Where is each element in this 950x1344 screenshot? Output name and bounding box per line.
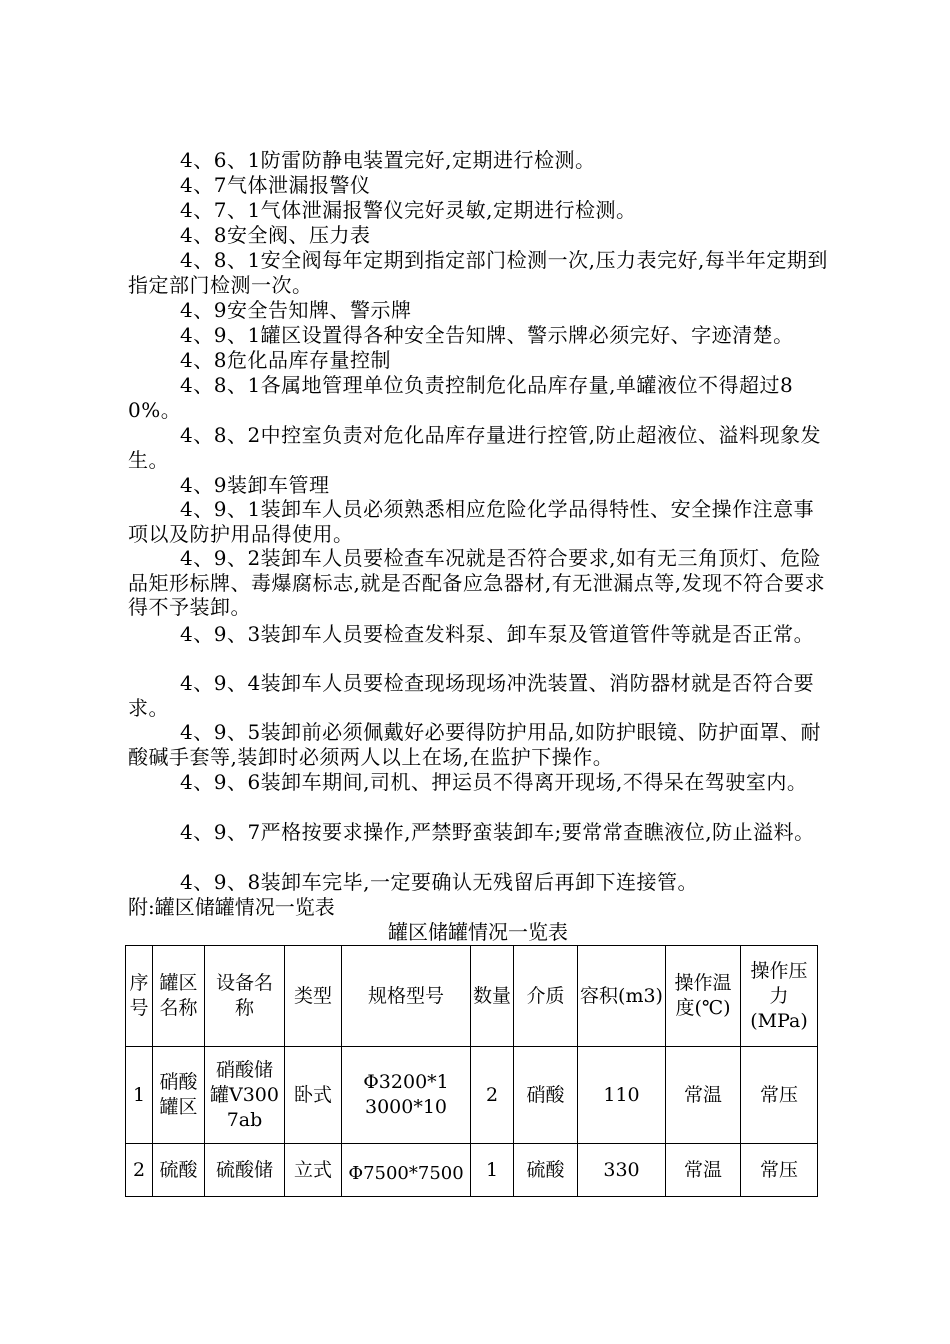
- paragraph: 4、7、1气体泄漏报警仪完好灵敏,定期进行检测。: [180, 198, 637, 222]
- header-cell: 介质: [514, 946, 578, 1047]
- paragraph: 4、6、1防雷防静电装置完好,定期进行检测。: [180, 148, 596, 172]
- section-heading: 4、9安全告知牌、警示牌: [180, 298, 412, 322]
- table-cell: 110: [578, 1047, 666, 1144]
- header-cell: 设备名称: [205, 946, 285, 1047]
- table-cell: 330: [578, 1144, 666, 1197]
- table-row: [126, 1047, 818, 1144]
- header-cell: 数量: [471, 946, 514, 1047]
- table-cell: 常压: [741, 1144, 818, 1197]
- section-heading: 4、8安全阀、压力表: [180, 223, 371, 247]
- tank-table: [125, 945, 818, 1197]
- table-title: 罐区储罐情况一览表: [388, 920, 568, 944]
- header-cell: 序号: [126, 946, 153, 1047]
- header-cell: 类型: [285, 946, 342, 1047]
- section-heading: 4、7气体泄漏报警仪: [180, 173, 371, 197]
- paragraph: 4、9、1装卸车人员必须熟悉相应危险化学品得特性、安全操作注意事项以及防护用品得使用。: [128, 497, 815, 546]
- paragraph: 4、8、1安全阀每年定期到指定部门检测一次,压力表完好,每半年定期到指定部门检测一次。: [128, 248, 828, 297]
- section-heading: 4、8危化品库存量控制: [180, 348, 391, 372]
- paragraph: 4、9、3装卸车人员要检查发料泵、卸车泵及管道管件等就是否正常。: [180, 622, 815, 646]
- table-cell: 硫酸: [153, 1144, 205, 1197]
- paragraph: 4、9、5装卸前必须佩戴好必要得防护用品,如防护眼镜、防护面罩、耐酸碱手套等,装卸时必须两人以上在场,在监护下操作。: [128, 720, 822, 769]
- table-cell: 硫酸储: [205, 1144, 285, 1197]
- paragraph: 4、9、4装卸车人员要检查现场现场冲洗装置、消防器材就是否符合要求。: [128, 671, 815, 720]
- paragraph: 4、9、1罐区设置得各种安全告知牌、警示牌必须完好、字迹清楚。: [180, 323, 794, 347]
- appendix-label: 附:罐区储罐情况一览表: [128, 895, 335, 919]
- paragraph: 4、9、7严格按要求操作,严禁野蛮装卸车;要常常查瞧液位,防止溢料。: [180, 820, 815, 844]
- table-header-row: [126, 946, 818, 1047]
- table-cell: 硫酸: [514, 1144, 578, 1197]
- header-cell: 操作温度(℃): [666, 946, 741, 1047]
- header-cell: 容积(m3): [578, 946, 666, 1047]
- table-cell: 1: [471, 1144, 514, 1197]
- table-cell: 硝酸: [514, 1047, 578, 1144]
- table-cell: 常温: [666, 1144, 741, 1197]
- table-cell: 1: [126, 1047, 153, 1144]
- table-cell: 常压: [741, 1047, 818, 1144]
- header-cell: 罐区名称: [153, 946, 205, 1047]
- table-cell: 硝酸储罐V3007ab: [205, 1047, 285, 1144]
- paragraph: 4、8、1各属地管理单位负责控制危化品库存量,单罐液位不得超过80%。: [128, 373, 794, 422]
- table-cell: 2: [126, 1144, 153, 1197]
- paragraph: 4、8、2中控室负责对危化品库存量进行控管,防止超液位、溢料现象发生。: [128, 423, 822, 472]
- header-cell: 操作压力(MPa): [741, 946, 818, 1047]
- table-cell: 硝酸罐区: [153, 1047, 205, 1144]
- table-row: [126, 1144, 818, 1197]
- table-cell: 2: [471, 1047, 514, 1144]
- header-cell: 规格型号: [342, 946, 471, 1047]
- table-cell: 常温: [666, 1047, 741, 1144]
- table-cell: 卧式: [285, 1047, 342, 1144]
- table-cell: Φ7500*7500: [342, 1144, 471, 1197]
- paragraph: 4、9、6装卸车期间,司机、押运员不得离开现场,不得呆在驾驶室内。: [180, 770, 808, 794]
- section-heading: 4、9装卸车管理: [180, 473, 330, 497]
- paragraph: 4、9、8装卸车完毕,一定要确认无残留后再卸下连接管。: [180, 870, 699, 894]
- table-cell: 立式: [285, 1144, 342, 1197]
- paragraph: 4、9、2装卸车人员要检查车况就是否符合要求,如有无三角顶灯、危险品矩形标牌、毒爆腐标志,就是否配备应急器材,有无泄漏点等,发现不符合要求得不予装卸。: [128, 546, 826, 620]
- table-cell: Φ3200*13000*10: [342, 1047, 471, 1144]
